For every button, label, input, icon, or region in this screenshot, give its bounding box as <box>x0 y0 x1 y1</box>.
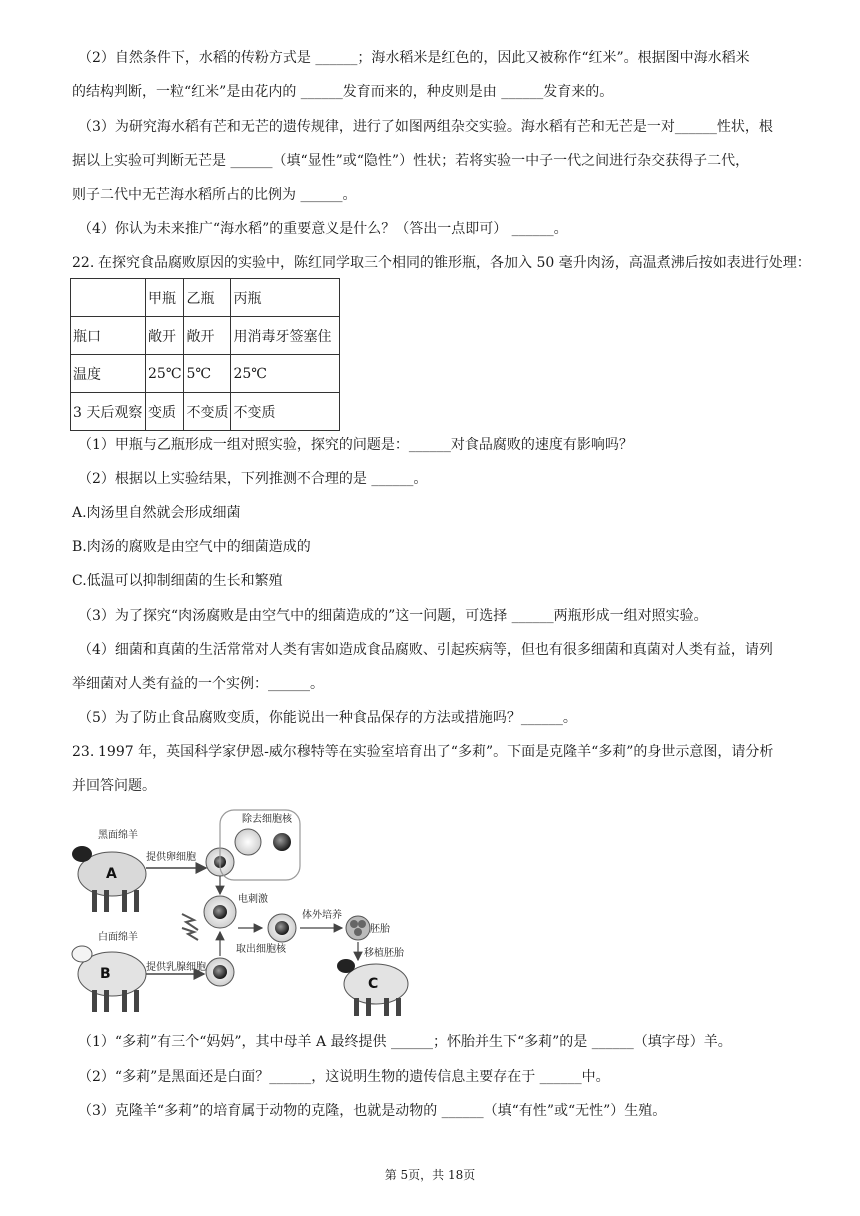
q21-part3-line3: 则子二代中无芒海水稻所占的比例为 ______。 <box>72 187 357 203</box>
in-vitro-label: 体外培养 <box>302 910 342 921</box>
sheep-b-label: 白面绵羊 <box>98 932 138 943</box>
q22-stem-text: 在探究食品腐败原因的实验中，陈红同学取三个相同的锥形瓶，各加入 50 毫升肉汤，高温煮沸后按如表进行处理： <box>98 255 811 271</box>
q23-number: 23. <box>72 744 95 760</box>
lightning-icon <box>182 914 198 930</box>
q22-part4-line1: （4）细菌和真菌的生活常常对人类有害如造成食品腐败、引起疾病等，但也有很多细菌和真菌对人类有益，请列 <box>78 642 773 658</box>
cloning-diagram <box>70 802 430 1020</box>
q22-part1: （1）甲瓶与乙瓶形成一组对照实验，探究的问题是：______对食品腐败的速度有影响吗？ <box>78 437 633 453</box>
table-row <box>71 355 340 393</box>
q23-stem-line2: 并回答问题。 <box>72 778 156 794</box>
table-cell: 25℃ <box>146 355 184 393</box>
sheep-a-letter: A <box>106 866 117 882</box>
q23-part2: （2）“多莉”是黑面还是白面？______，这说明生物的遗传信息主要存在于 ______中。 <box>78 1069 610 1085</box>
q21-part4: （4）你认为未来推广“海水稻”的重要意义是什么？（答出一点即可） ______。 <box>78 221 568 237</box>
table-cell: 不变质 <box>231 393 340 431</box>
table-cell: 3 天后观察 <box>71 393 146 431</box>
q21-part2-line1: （2）自然条件下，水稻的传粉方式是 ______；海水稻米是红色的，因此又被称作“红米”。根据图中海水稻米 <box>78 50 750 66</box>
table-cell: 敞开 <box>146 317 184 355</box>
experiment-table <box>70 278 340 431</box>
q22-number: 22. <box>72 255 95 271</box>
sheep-c-letter: C <box>368 976 379 992</box>
table-cell: 25℃ <box>231 355 340 393</box>
cloning-diagram-svg <box>70 802 430 1020</box>
q21-part2-line2: 的结构判断，一粒“红米”是由花内的 ______发育而来的，种皮则是由 ______发育来的。 <box>72 84 614 100</box>
q21-part3-line1: （3）为研究海水稻有芒和无芒的遗传规律，进行了如图两组杂交实验。海水稻有芒和无芒是一对______性状，根 <box>78 119 773 135</box>
table-cell: 乙瓶 <box>184 279 231 317</box>
table-cell <box>71 279 146 317</box>
embryo-label: 胚胎 <box>370 924 390 935</box>
remove-nucleus-label: 除去细胞核 <box>242 814 292 825</box>
q22-option-a: A.肉汤里自然就会形成细菌 <box>72 505 241 521</box>
q21-part3-line2: 据以上实验可判断无芒是 ______（填“显性”或“隐性”）性状；若将实验一中子一代之间进行杂交获得子二代， <box>72 153 750 169</box>
provide-mammary-label: 提供乳腺细胞 <box>146 962 206 973</box>
table-cell: 温度 <box>71 355 146 393</box>
table-cell: 不变质 <box>184 393 231 431</box>
take-nucleus-label: 取出细胞核 <box>236 944 286 955</box>
page-footer: 第 5页，共 18页 <box>384 1168 476 1182</box>
sheep-b-letter: B <box>100 966 111 982</box>
q22-option-b: B.肉汤的腐败是由空气中的细菌造成的 <box>72 539 311 555</box>
table-cell: 变质 <box>146 393 184 431</box>
q23-part1: （1）“多莉”有三个“妈妈”，其中母羊 A 最终提供 ______；怀胎并生下“多莉”的是 ______（填字母）羊。 <box>78 1034 732 1050</box>
q22-part2: （2）根据以上实验结果，下列推测不合理的是 ______。 <box>78 471 428 487</box>
q23-part3: （3）克隆羊“多莉”的培育属于动物的克隆，也就是动物的 ______（填“有性”或“无性”）生殖。 <box>78 1103 667 1119</box>
enucleated-egg <box>235 829 261 855</box>
table-cell: 瓶口 <box>71 317 146 355</box>
provide-egg-label: 提供卵细胞 <box>146 852 196 863</box>
table-cell: 丙瓶 <box>231 279 340 317</box>
table-cell: 5℃ <box>184 355 231 393</box>
electric-label: 电刺激 <box>238 894 268 905</box>
q22-part3: （3）为了探究“肉汤腐败是由空气中的细菌造成的”这一问题，可选择 ______两瓶形成一组对照实验。 <box>78 608 708 624</box>
q22-option-c: C.低温可以抑制细菌的生长和繁殖 <box>72 573 283 589</box>
table-row <box>71 393 340 431</box>
q22-part4-line2: 举细菌对人类有益的一个实例：______。 <box>72 676 324 692</box>
table-row <box>71 317 340 355</box>
transplant-label: 移植胚胎 <box>364 948 404 959</box>
q23-stem-line1: 1997 年，英国科学家伊恩-威尔穆特等在实验室培育出了“多莉”。下面是克隆羊“多莉”的身世示意图，请分析 <box>98 744 774 760</box>
table-cell: 用消毒牙签塞住 <box>231 317 340 355</box>
q22-part5: （5）为了防止食品腐败变质，你能说出一种食品保存的方法或措施吗？______。 <box>78 710 577 726</box>
table-cell: 甲瓶 <box>146 279 184 317</box>
table-cell: 敞开 <box>184 317 231 355</box>
sheep-a-label: 黑面绵羊 <box>98 830 138 841</box>
table-row <box>71 279 340 317</box>
